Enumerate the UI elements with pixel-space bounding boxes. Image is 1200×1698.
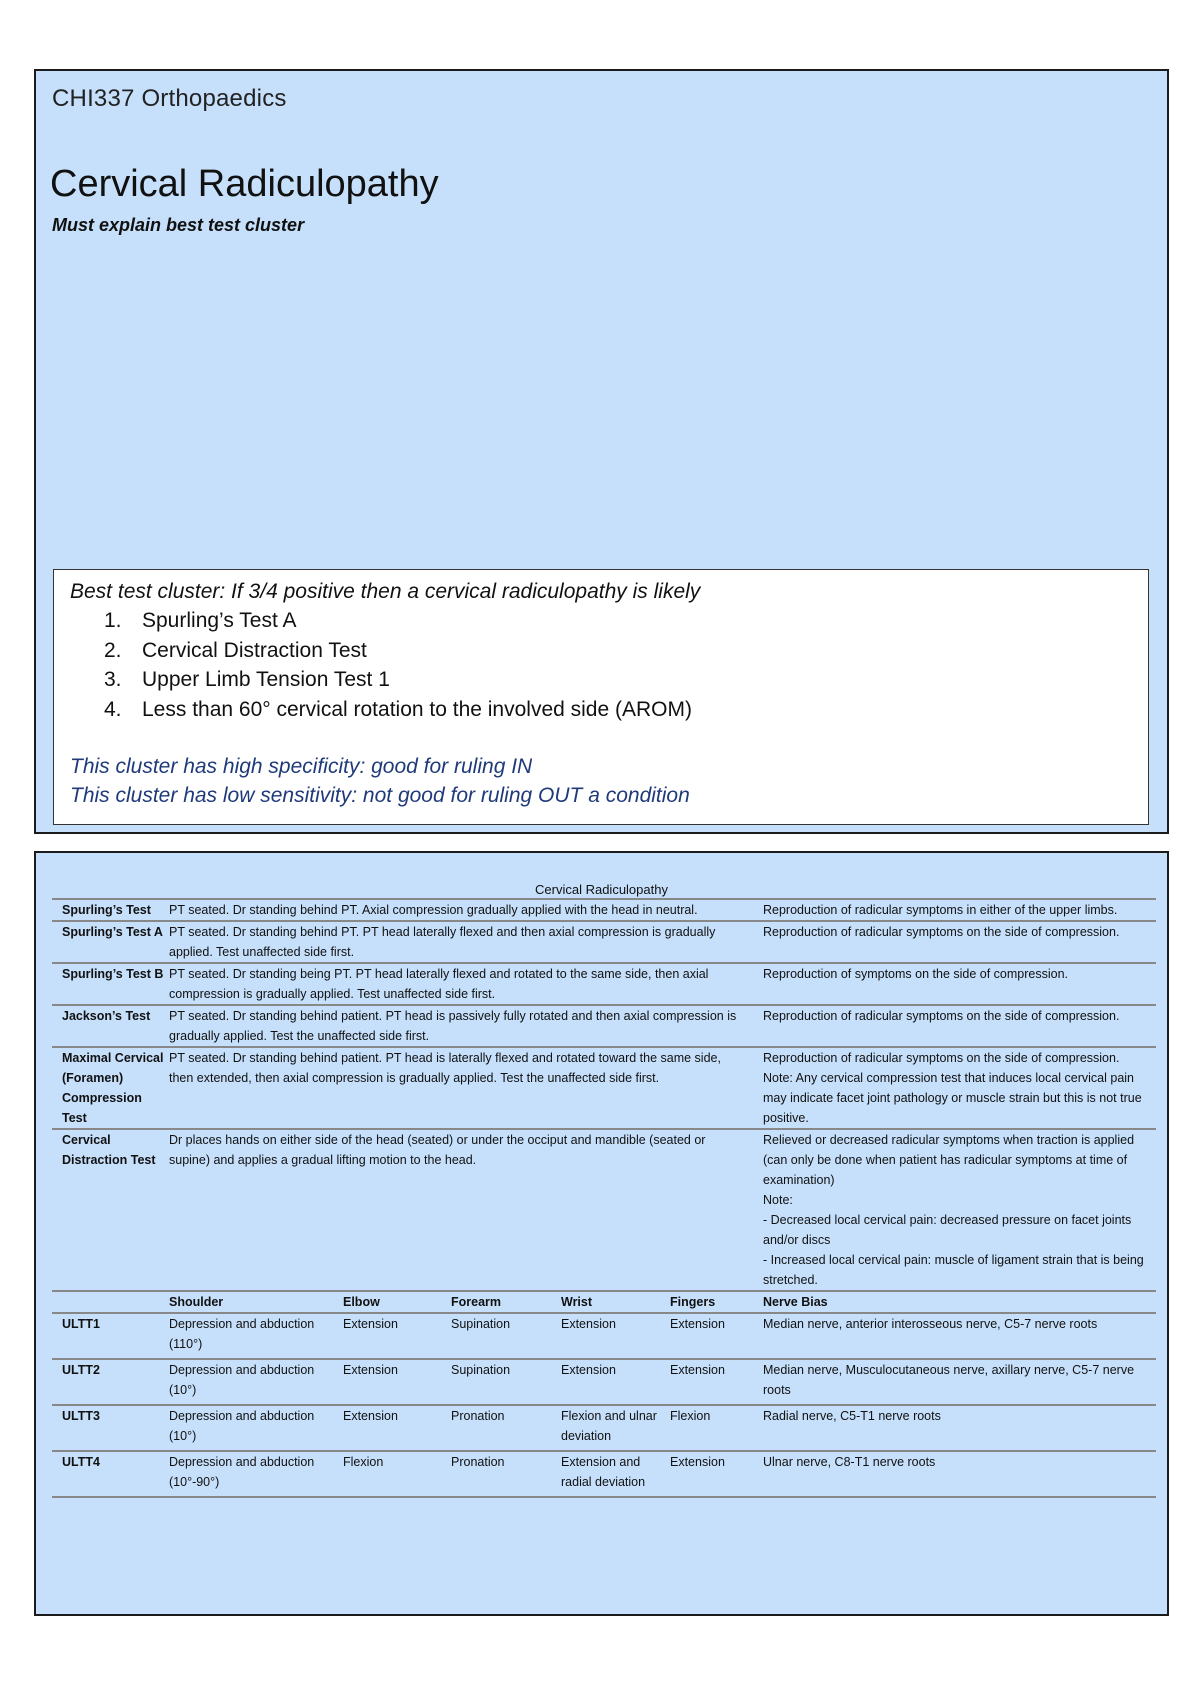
test-procedure: PT seated. Dr standing being PT. PT head laterally flexed and rotated to the same side, then axial compression is gradually applied. Test unaffected side first.	[169, 967, 709, 1001]
test-procedure: PT seated. Dr standing behind patient. PT head is passively fully rotated and then axial compression is gradually applied. Test the unaffected side first.	[169, 1009, 737, 1043]
ultt-name: ULTT4	[62, 1455, 100, 1469]
test-result-line: - Decreased local cervical pain: decreased pressure on facet joints and/or discs	[763, 1213, 1132, 1247]
test-result-line: Reproduction of symptoms on the side of compression.	[763, 967, 1069, 981]
cluster-item: 1. Spurling’s Test A	[104, 609, 297, 632]
ultt-shoulder: Depression and abduction (110°)	[169, 1317, 315, 1351]
test-result	[763, 900, 1156, 920]
test-procedure: Dr places hands on either side of the head (seated) or under the occiput and mandible (seated or supine) and applies a gradual lifting motion to the head.	[169, 1133, 706, 1167]
ultt-row	[52, 1360, 1156, 1406]
table-row	[52, 922, 1156, 964]
ultt-nerve-bias: Median nerve, Musculocutaneous nerve, axillary nerve, C5-7 nerve roots	[763, 1363, 1135, 1397]
test-procedure: PT seated. Dr standing behind PT. Axial compression gradually applied with the head in neutral.	[169, 903, 698, 917]
cluster-item: 4. Less than 60° cervical rotation to the involved side (AROM)	[104, 697, 692, 721]
ultt-wrist: Extension	[561, 1363, 616, 1377]
table-row	[52, 1048, 1156, 1130]
ultt-header-row	[52, 1292, 1156, 1314]
ultt-fingers: Extension	[670, 1455, 725, 1469]
page-title: Cervical Radiculopathy	[50, 163, 439, 205]
page-subtitle: Must explain best test cluster	[52, 215, 305, 235]
cluster-item: 2. Cervical Distraction Test	[104, 638, 367, 662]
test-name: Cervical Distraction Test	[62, 1133, 156, 1167]
ultt-header-forearm: Forearm	[451, 1295, 502, 1309]
table-row	[52, 964, 1156, 1006]
test-result	[763, 1048, 1156, 1128]
ultt-fingers: Flexion	[670, 1409, 711, 1423]
test-name: Maximal Cervical (Foramen) Compression Test	[62, 1051, 164, 1125]
test-result-line: Reproduction of radicular symptoms on the side of compression.	[763, 925, 1120, 939]
test-result	[763, 1130, 1156, 1290]
cluster-list	[70, 606, 1132, 724]
table-row	[52, 1130, 1156, 1292]
ultt-nerve-bias: Median nerve, anterior interosseous nerve, C5-7 nerve roots	[763, 1317, 1098, 1331]
ultt-header-wrist: Wrist	[561, 1295, 593, 1309]
ultt-nerve-bias: Ulnar nerve, C8-T1 nerve roots	[763, 1455, 936, 1469]
tests-table	[52, 898, 1156, 1498]
test-procedure: PT seated. Dr standing behind PT. PT head laterally flexed and then axial compression is gradually applied. Test unaffected side first.	[169, 925, 716, 959]
test-name: Spurling’s Test A	[62, 925, 163, 939]
ultt-row	[52, 1406, 1156, 1452]
ultt-forearm: Supination	[451, 1363, 511, 1377]
test-result-line: Reproduction of radicular symptoms in either of the upper limbs.	[763, 903, 1118, 917]
best-test-cluster-box	[53, 569, 1149, 825]
ultt-shoulder: Depression and abduction (10°)	[169, 1409, 315, 1443]
ultt-row	[52, 1314, 1156, 1360]
ultt-name: ULTT3	[62, 1409, 100, 1423]
table-row	[52, 1006, 1156, 1048]
ultt-elbow: Extension	[343, 1317, 398, 1331]
sensitivity-note: This cluster has low sensitivity: not good for ruling OUT a condition	[70, 784, 690, 807]
ultt-header-fingers: Fingers	[670, 1295, 716, 1309]
test-result	[763, 964, 1156, 1004]
ultt-header-elbow: Elbow	[343, 1295, 380, 1309]
ultt-elbow: Flexion	[343, 1455, 384, 1469]
ultt-header-nerve-bias: Nerve Bias	[763, 1295, 828, 1309]
ultt-wrist: Flexion and ulnar deviation	[561, 1409, 657, 1443]
ultt-name: ULTT1	[62, 1317, 100, 1331]
ultt-shoulder: Depression and abduction (10°)	[169, 1363, 315, 1397]
table-title: Cervical Radiculopathy	[535, 882, 668, 897]
test-result-line: Note: Any cervical compression test that induces local cervical pain may indicate facet joint pathology or muscle strain but this is not true positive.	[763, 1071, 1142, 1125]
test-result-line: Reproduction of radicular symptoms on the side of compression.	[763, 1051, 1120, 1065]
test-result	[763, 922, 1156, 962]
test-result	[763, 1006, 1156, 1046]
test-name: Spurling’s Test B	[62, 967, 164, 981]
ultt-elbow: Extension	[343, 1409, 398, 1423]
course-code: CHI337 Orthopaedics	[52, 85, 287, 112]
ultt-fingers: Extension	[670, 1317, 725, 1331]
ultt-row	[52, 1452, 1156, 1498]
tests-table-card	[34, 851, 1169, 1616]
ultt-fingers: Extension	[670, 1363, 725, 1377]
ultt-forearm: Pronation	[451, 1455, 505, 1469]
table-row	[52, 898, 1156, 922]
cluster-item: 3. Upper Limb Tension Test 1	[104, 668, 390, 691]
ultt-forearm: Pronation	[451, 1409, 505, 1423]
ultt-name: ULTT2	[62, 1363, 100, 1377]
ultt-header-shoulder: Shoulder	[169, 1295, 224, 1309]
ultt-shoulder: Depression and abduction (10°-90°)	[169, 1455, 315, 1489]
test-result-line: Reproduction of radicular symptoms on the side of compression.	[763, 1009, 1120, 1023]
test-result-line: Note:	[763, 1193, 793, 1207]
ultt-elbow: Extension	[343, 1363, 398, 1377]
test-procedure: PT seated. Dr standing behind patient. PT head is laterally flexed and rotated toward the same side, then extended, then axial compression is gradually applied. Test the unaffected side first.	[169, 1051, 721, 1085]
summary-card	[34, 69, 1169, 834]
test-result-line: Relieved or decreased radicular symptoms when traction is applied (can only be done when patient has radicular symptoms at time of examination)	[763, 1133, 1135, 1187]
specificity-note: This cluster has high specificity: good for ruling IN	[70, 755, 533, 778]
test-name: Spurling’s Test	[62, 903, 151, 917]
ultt-wrist: Extension	[561, 1317, 616, 1331]
test-result-line: - Increased local cervical pain: muscle of ligament strain that is being stretched.	[763, 1253, 1144, 1287]
ultt-wrist: Extension and radial deviation	[561, 1455, 646, 1489]
ultt-forearm: Supination	[451, 1317, 511, 1331]
test-name: Jackson’s Test	[62, 1009, 151, 1023]
cluster-heading: Best test cluster: If 3/4 positive then a cervical radiculopathy is likely	[70, 580, 701, 603]
ultt-nerve-bias: Radial nerve, C5-T1 nerve roots	[763, 1409, 941, 1423]
ultt-header-blank	[52, 1292, 169, 1312]
